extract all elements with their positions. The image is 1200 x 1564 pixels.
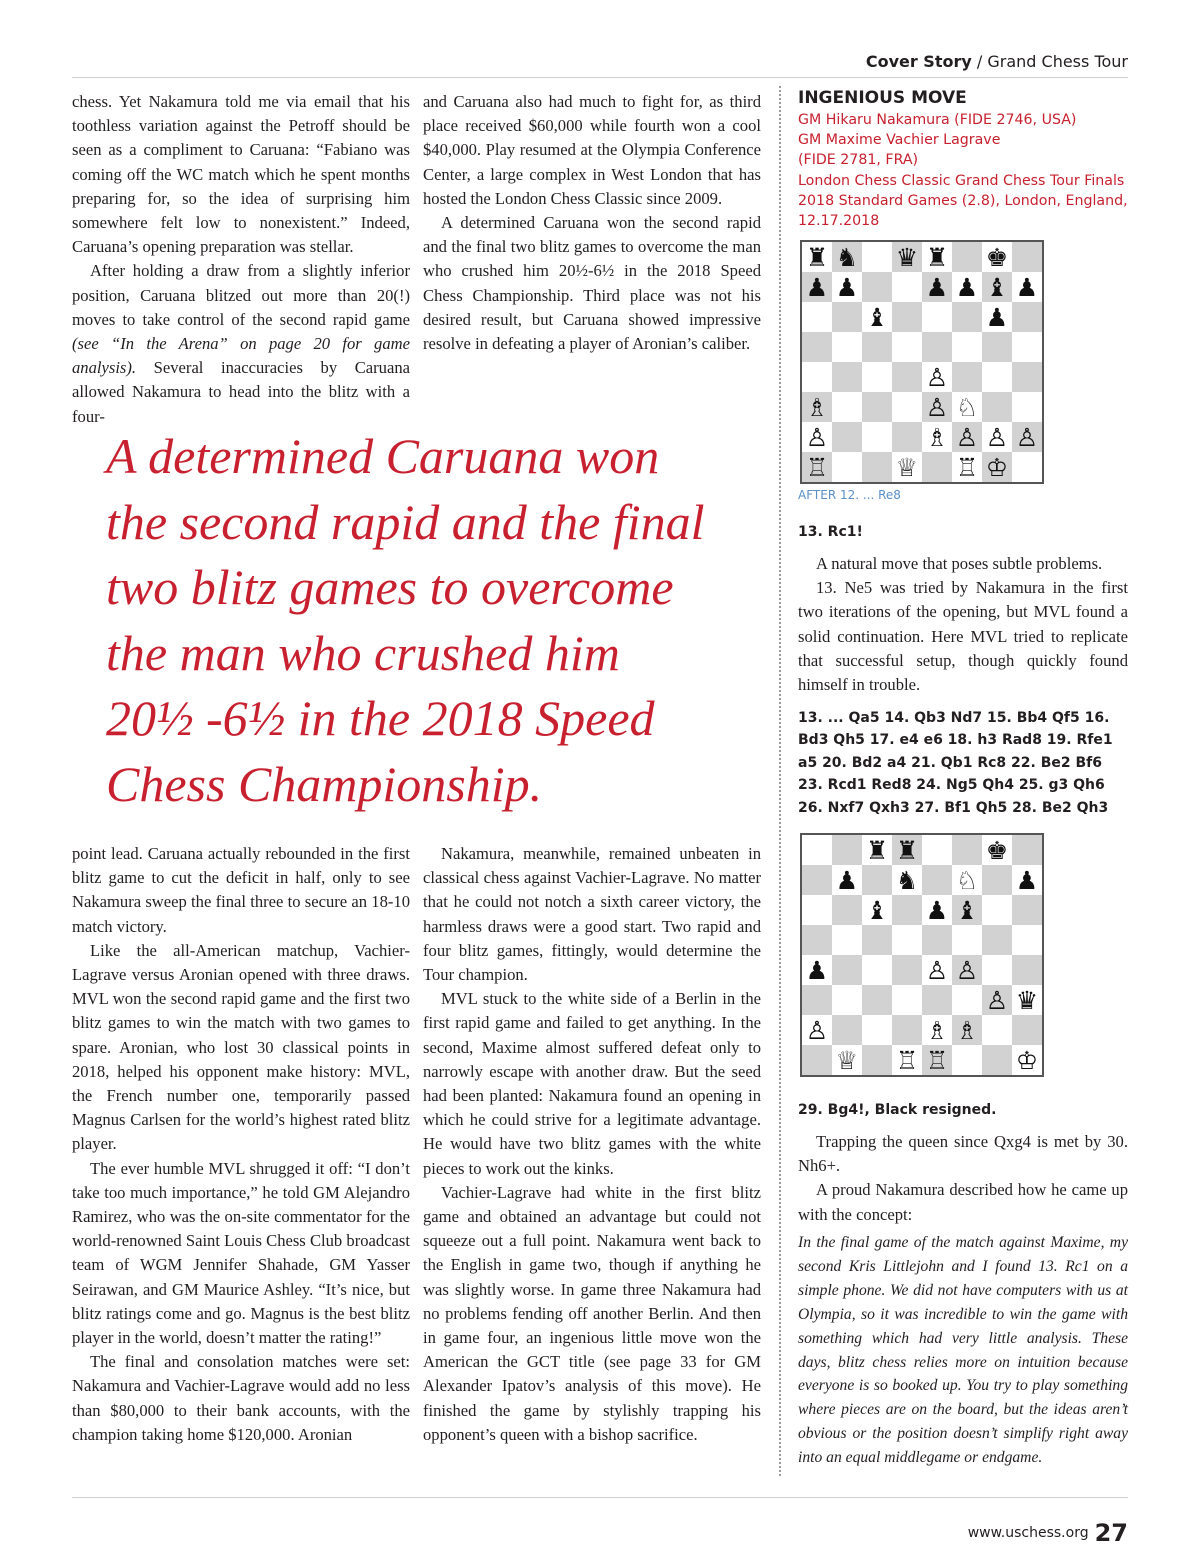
paragraph: A natural move that poses subtle problems.: [816, 554, 1103, 573]
white-pawn-icon: ♙: [982, 985, 1012, 1015]
board-square: [862, 1045, 892, 1075]
board-square: [1012, 925, 1042, 955]
white-rook-icon: ♖: [952, 452, 982, 482]
board-square: [832, 895, 862, 925]
black-queen-icon: ♛: [892, 242, 922, 272]
pull-quote-line: 20½ -6½ in the 2018 Speed: [106, 690, 655, 746]
board-square: [952, 925, 982, 955]
board-square: [862, 332, 892, 362]
white-pawn-icon: ♙: [952, 422, 982, 452]
board-square: [982, 925, 1012, 955]
pull-quote-line: the man who crushed him: [106, 624, 620, 681]
board-square: [922, 302, 952, 332]
board-square: [892, 1015, 922, 1045]
board-square: [982, 1015, 1012, 1045]
black-pawn-icon: ♟: [922, 272, 952, 302]
board-square: [952, 1045, 982, 1075]
board-square: [1012, 452, 1042, 482]
black-knight-icon: ♞: [832, 242, 862, 272]
board-square: [952, 985, 982, 1015]
board-square: [802, 332, 832, 362]
paragraph: chess. Yet Nakamura told me via email that his toothless variation against the Petroff should be seen as a compliment to Caruana: “Fabiano was coming off the WC match which he spent months preparing for, so the idea of surprising him somewhere felt low to nonexistent.” Indeed, Caruana’s opening preparation was stellar.: [72, 92, 410, 257]
black-bishop-icon: ♝: [862, 302, 892, 332]
black-rook-icon: ♜: [922, 242, 952, 272]
white-pawn-icon: ♙: [922, 392, 952, 422]
pull-quote-line: A determined Caruana won: [106, 428, 660, 484]
white-knight-icon: ♘: [952, 392, 982, 422]
black-queen-icon: ♛: [1012, 985, 1042, 1015]
board-square: [832, 955, 862, 985]
nakamura-quote: In the final game of the match against Maxime, my second Kris Littlejohn and I found 13. Rc1 on a simple phone. We did not have computers with us at Olympia, so it was incredible to win the game with something which had very little analysis. These days, blitz chess relies more on intuition because everyone is so booked up. You try to play something where pieces are on the board, but the ideas aren’t obvious or the position doesn’t simplify right away into an equal middlegame or endgame.: [798, 1234, 1128, 1467]
board-square: [952, 242, 982, 272]
footer-rule: [72, 1497, 1128, 1498]
board-square: [922, 835, 952, 865]
board-square: [832, 422, 862, 452]
board-square: [922, 452, 952, 482]
white-king-icon: ♔: [982, 452, 1012, 482]
black-pawn-icon: ♟: [802, 272, 832, 302]
sidebar-header: [798, 88, 1128, 231]
white-rook-icon: ♖: [802, 452, 832, 482]
board-square: [832, 835, 862, 865]
column-1-bottom: [72, 842, 410, 1447]
sidebar-title: INGENIOUS MOVE: [798, 88, 967, 108]
board-square: [952, 332, 982, 362]
paragraph: Trapping the queen since Qxg4 is met by 30. Nh6+.: [798, 1132, 1128, 1176]
board-square: [892, 332, 922, 362]
paragraph: [72, 259, 410, 428]
board-square: [892, 362, 922, 392]
black-pawn-icon: ♟: [982, 302, 1012, 332]
board-square: [922, 985, 952, 1015]
black-knight-icon: ♞: [892, 865, 922, 895]
black-rook-icon: ♜: [802, 242, 832, 272]
board-square: [1012, 332, 1042, 362]
board-square: [1012, 362, 1042, 392]
board-square: [862, 452, 892, 482]
black-king-icon: ♚: [982, 242, 1012, 272]
black-pawn-icon: ♟: [1012, 272, 1042, 302]
board-square: [802, 865, 832, 895]
white-pawn-icon: ♙: [952, 955, 982, 985]
board-caption: AFTER 12. ... Re8: [798, 488, 901, 502]
white-pawn-icon: ♙: [922, 955, 952, 985]
board-square: [832, 1015, 862, 1045]
board-square: [952, 362, 982, 392]
board-square: [982, 332, 1012, 362]
paragraph: MVL stuck to the white side of a Berlin in the first rapid game and failed to get anything. In the second, Maxime almost suffered defeat only to narrowly escape with another draw. But the seed had been planted: Nakamura found an opening in which he could strive for a legitimate advantage. He would have two blitz games with the white pieces to work out the kinks.: [423, 989, 761, 1178]
paragraph-text: Several inaccuracies by Caruana allowed Nakamura to head into the blitz with a four-: [72, 358, 410, 426]
chess-board-1: [800, 240, 1044, 484]
board-square: [862, 242, 892, 272]
board-square: [1012, 1015, 1042, 1045]
game-info: [798, 110, 1128, 231]
board-square: [892, 955, 922, 985]
black-rook-icon: ♜: [892, 835, 922, 865]
board-square: [832, 452, 862, 482]
board-square: [862, 925, 892, 955]
chess-board-2: [800, 833, 1044, 1077]
board-square: [862, 985, 892, 1015]
board-square: [892, 272, 922, 302]
pull-quote-line: the second rapid and the final: [106, 493, 705, 550]
paragraph: A determined Caruana won the second rapid and the final two blitz games to overcome the man who crushed him 20½-6½ in the 2018 Speed Chess Championship. Third place was not his desired result, but Caruana showed impressive resolve in defeating a player of Aronian’s caliber.: [423, 213, 761, 354]
board-square: [982, 392, 1012, 422]
board-square: [982, 865, 1012, 895]
paragraph: and Caruana also had much to fight for, as third place received $60,000 while fourth won a cool $40,000. Play resumed at the Olympia Conference Center, a large complex in West London that has hosted the London Chess Classic since 2009.: [423, 92, 761, 208]
board-square: [832, 332, 862, 362]
board-square: [862, 272, 892, 302]
paragraph: Like the all-American matchup, Vachier-Lagrave versus Aronian opened with three draws. MVL won the second rapid game and the first two blitz games to win the match with two games to spare. Aronian, who lost 30 classical points in 2018, helped his opponent make history: MVL, the French number one, temporarily passed Magnus Carlsen for the world’s highest rated blitz player.: [72, 940, 410, 1154]
header-separator: /: [971, 52, 988, 71]
board-square: [802, 302, 832, 332]
board-square: [862, 392, 892, 422]
header-rule: [72, 77, 1128, 78]
paragraph: 13. Ne5 was tried by Nakamura in the first two iterations of the opening, but MVL found a solid continuation. Here MVL tried to replicate that successful setup, though quickly found himself in trouble.: [798, 578, 1128, 695]
board-square: [982, 362, 1012, 392]
white-queen-icon: ♕: [832, 1045, 862, 1075]
board-square: [802, 925, 832, 955]
paragraph: The ever humble MVL shrugged it off: “I don’t take too much importance,” he told GM Alejandro Ramirez, who was the on-site commentator for the world-renowned Saint Louis Chess Club broadcast team of WGM Jennifer Shahade, GM Yasser Seirawan, and GM Maurice Ashley. “It’s nice, but blitz ratings come and go. Magnus is the best blitz player in the world, doesn’t matter the rating!”: [72, 1158, 410, 1348]
board-square: [922, 925, 952, 955]
black-rook-icon: ♜: [862, 835, 892, 865]
board-square: [1012, 242, 1042, 272]
move-sequence: 13. ... Qa5 14. Qb3 Nd7 15. Bb4 Qf5 16. Bd3 Qh5 17. e4 e6 18. h3 Rad8 19. Rfe1 a5 20. Bd2 a4 21. Qb1 Rc8 22. Be2 Bf6 23. Rcd1 Red8 24. Ng5 Qh4 25. g3 Qh6 26. Nxf7 Qxh3 27. Bf1 Qh5 28. Be2 Qh3: [798, 710, 1113, 816]
black-pawn-icon: ♟: [802, 955, 832, 985]
board-square: [952, 835, 982, 865]
black-pawn-icon: ♟: [922, 895, 952, 925]
column-2-top: [423, 90, 761, 356]
website-url: www.uschess.org: [967, 1525, 1089, 1541]
white-pawn-icon: ♙: [1012, 422, 1042, 452]
board-square: [862, 955, 892, 985]
column-1-top: [72, 90, 410, 429]
pull-quote-line: two blitz games to overcome: [106, 559, 674, 615]
board-square: [862, 422, 892, 452]
board-square: [922, 865, 952, 895]
game-info-line: GM Maxime Vachier Lagrave: [798, 132, 1001, 149]
white-pawn-icon: ♙: [802, 1015, 832, 1045]
white-rook-icon: ♖: [892, 1045, 922, 1075]
board-square: [982, 1045, 1012, 1075]
board-square: [802, 895, 832, 925]
black-bishop-icon: ♝: [952, 895, 982, 925]
black-king-icon: ♚: [982, 835, 1012, 865]
pull-quote-line: Chess Championship.: [106, 755, 543, 812]
game-info-line: (FIDE 2781, FRA): [798, 152, 919, 169]
white-pawn-icon: ♙: [802, 422, 832, 452]
white-pawn-icon: ♙: [922, 362, 952, 392]
white-rook-icon: ♖: [922, 1045, 952, 1075]
paragraph: Nakamura, meanwhile, remained unbeaten in classical chess against Vachier-Lagrave. No matter that he could not notch a sixth career victory, the harmless draws were a good start. Two rapid and four blitz games, fittingly, would determine the Tour champion.: [423, 844, 761, 985]
board-square: [1012, 895, 1042, 925]
black-pawn-icon: ♟: [952, 272, 982, 302]
paragraph: Vachier-Lagrave had white in the first blitz game and obtained an advantage but could not squeeze out a full point. Nakamura went back to the English in game two, though if anything he was slightly worse. In game three Nakamura had no problems fending off another Berlin. And then in game four, an ingenious little move won the American the GCT title (see page 33 for GM Alexander Ipatov’s analysis of this move). He finished the game by stylishly trapping his opponent’s queen with a bishop sacrifice.: [423, 1182, 761, 1444]
game-info-line: GM Hikaru Nakamura (FIDE 2746, USA): [798, 112, 1077, 128]
game-info-line: London Chess Classic Grand Chess Tour Finals 2018 Standard Games (2.8), London, England, 12.17.2018: [798, 172, 1128, 230]
board-square: [832, 925, 862, 955]
board-square: [982, 895, 1012, 925]
page-footer: [968, 1519, 1128, 1547]
black-bishop-icon: ♝: [982, 272, 1012, 302]
white-bishop-icon: ♗: [922, 1015, 952, 1045]
board-square: [1012, 302, 1042, 332]
board-square: [892, 422, 922, 452]
paragraph: point lead. Caruana actually rebounded in the first blitz game to cut the deficit in half, only to see Nakamura sweep the final three to secure an 18-10 match victory.: [72, 844, 410, 936]
column-divider: [779, 86, 781, 1476]
column-2-bottom: [423, 842, 761, 1447]
board-square: [1012, 955, 1042, 985]
board-square: [832, 985, 862, 1015]
board-square: [862, 362, 892, 392]
board-square: [802, 835, 832, 865]
paragraph: A proud Nakamura described how he came up with the concept:: [798, 1180, 1128, 1224]
white-queen-icon: ♕: [892, 452, 922, 482]
board-square: [802, 1045, 832, 1075]
black-pawn-icon: ♟: [1012, 865, 1042, 895]
white-pawn-icon: ♙: [982, 422, 1012, 452]
board-square: [832, 302, 862, 332]
board-square: [802, 362, 832, 392]
annotation-text-1: [798, 552, 1128, 697]
pull-quote: [106, 424, 746, 817]
board-square: [862, 1015, 892, 1045]
white-bishop-icon: ♗: [802, 392, 832, 422]
board-square: [1012, 835, 1042, 865]
cross-reference: (see “In the Arena” on page 20 for game analysis).: [72, 334, 410, 378]
board-square: [952, 302, 982, 332]
board-square: [802, 985, 832, 1015]
board-square: [862, 865, 892, 895]
board-square: [832, 392, 862, 422]
section-label: Cover Story: [865, 52, 972, 71]
board-square: [922, 332, 952, 362]
board-square: [832, 362, 862, 392]
paragraph-text: After holding a draw from a slightly inferior position, Caruana blitzed out more than 20(!) moves to take control of the second rapid game: [72, 261, 410, 329]
board-square: [892, 392, 922, 422]
topic-label: Grand Chess Tour: [987, 52, 1128, 71]
page-number: 27: [1094, 1519, 1128, 1547]
black-bishop-icon: ♝: [862, 895, 892, 925]
white-knight-icon: ♘: [952, 865, 982, 895]
paragraph: The final and consolation matches were set: Nakamura and Vachier-Lagrave would add no less than $80,000 to their bank accounts, with the champion taking home $120,000. Aronian: [72, 1352, 410, 1444]
white-bishop-icon: ♗: [952, 1015, 982, 1045]
board-square: [892, 895, 922, 925]
move-heading: 13. Rc1!: [798, 524, 863, 540]
board-square: [892, 985, 922, 1015]
white-bishop-icon: ♗: [922, 422, 952, 452]
black-pawn-icon: ♟: [832, 272, 862, 302]
board-square: [892, 302, 922, 332]
black-pawn-icon: ♟: [832, 865, 862, 895]
board-square: [892, 925, 922, 955]
annotation-text-2: [798, 1130, 1128, 1227]
white-king-icon: ♔: [1012, 1045, 1042, 1075]
board-square: [982, 955, 1012, 985]
board-square: [1012, 392, 1042, 422]
section-header: [866, 52, 1128, 71]
move-heading: 29. Bg4!, Black resigned.: [798, 1102, 997, 1118]
